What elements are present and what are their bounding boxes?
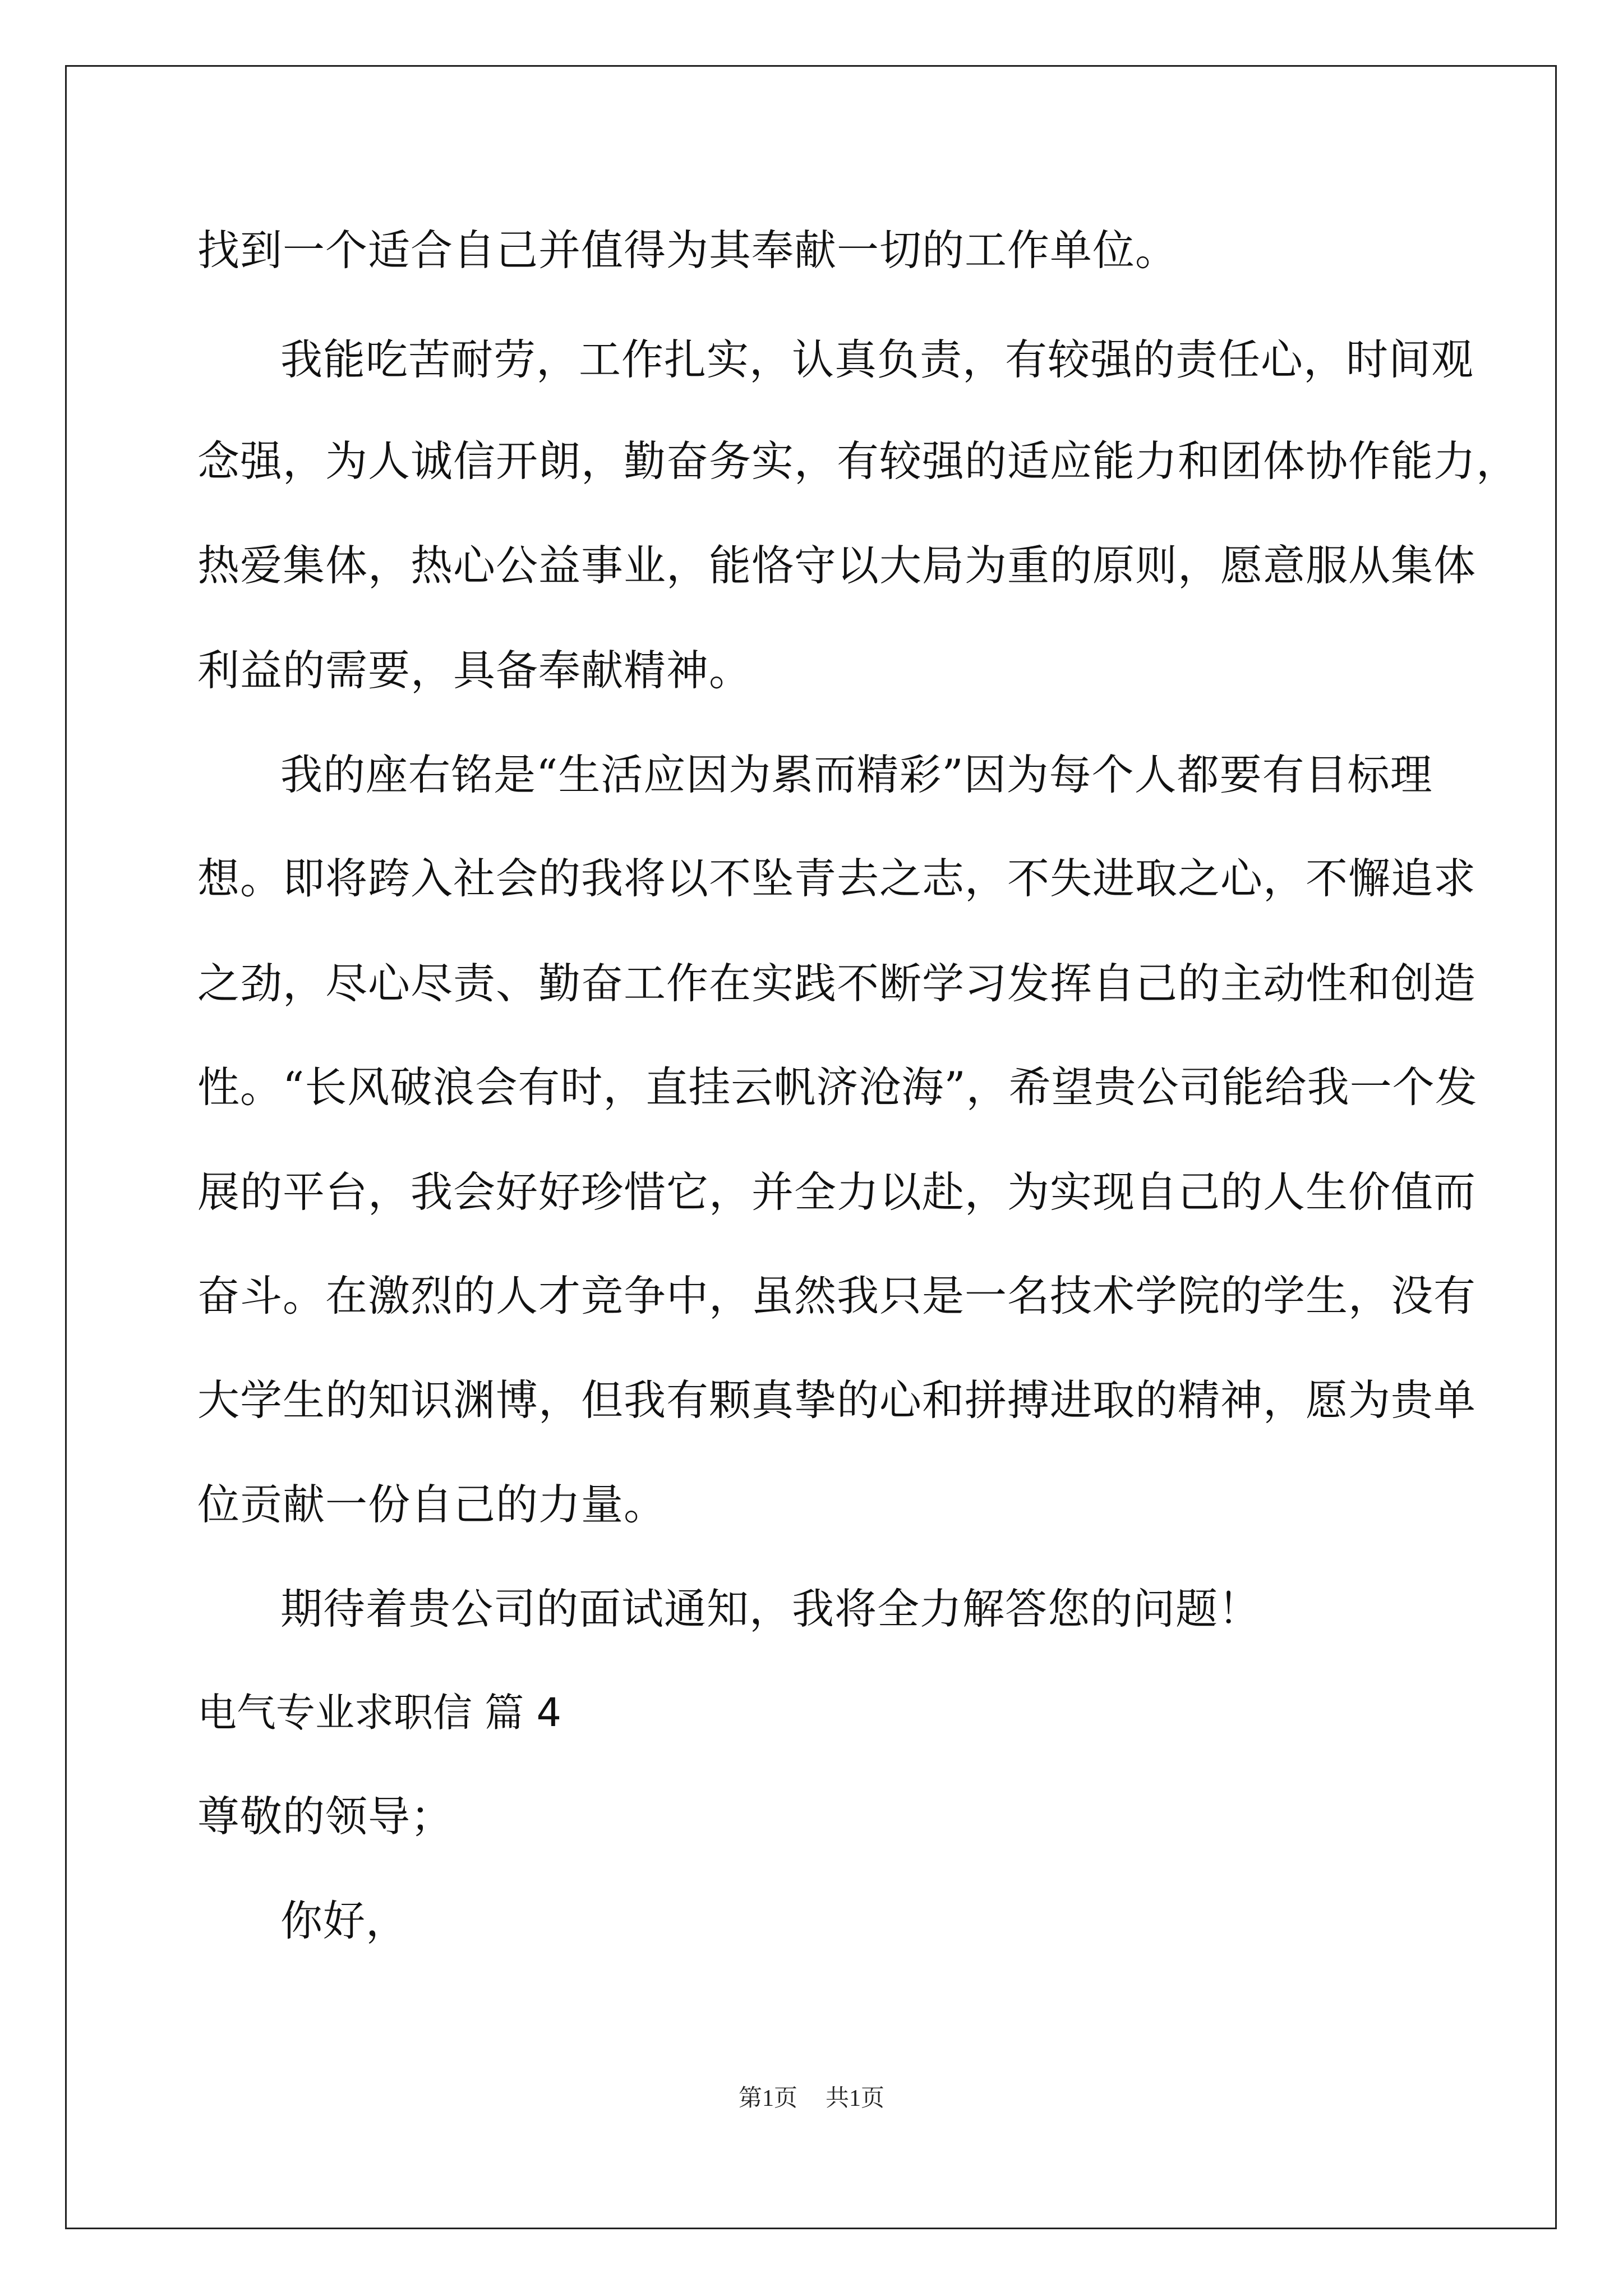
- paragraph-line: 之劲，尽心尽责、勤奋工作在实践不断学习发挥自己的主动性和创造: [197, 959, 1477, 1008]
- paragraph-line: 奋斗。在激烈的人才竞争中，虽然我只是一名技术学院的学生，没有: [197, 1271, 1477, 1320]
- page-footer: [0, 2085, 1623, 2113]
- greeting: 你好，: [280, 1896, 409, 1945]
- paragraph-line: 大学生的知识渊博，但我有颗真挚的心和拼搏进取的精神，愿为贵单: [197, 1375, 1477, 1425]
- paragraph-line: 我能吃苦耐劳，工作扎实，认真负责，有较强的责任心，时间观: [280, 335, 1474, 384]
- paragraph-line: 利益的需要，具备奉献精神。: [197, 646, 752, 695]
- paragraph-line: 找到一个适合自己并值得为其奉献一切的工作单位。: [197, 226, 1178, 275]
- paragraph-line: 展的平台，我会好好珍惜它，并全力以赴，为实现自己的人生价值而: [197, 1167, 1477, 1217]
- paragraph-line: 热爱集体，热心公益事业，能恪守以大局为重的原则，愿意服从集体: [197, 541, 1477, 590]
- page-total: 共1页: [826, 2086, 885, 2111]
- paragraph-line: 想。即将跨入社会的我将以不坠青去之志，不失进取之心，不懈追求: [197, 854, 1477, 903]
- page-number: 第1页: [738, 2086, 797, 2111]
- salutation: 尊敬的领导；: [197, 1792, 454, 1841]
- section-heading: 电气专业求职信 篇 4: [197, 1690, 562, 1736]
- paragraph-line: 期待着贵公司的面试通知，我将全力解答您的问题！: [280, 1584, 1261, 1634]
- paragraph-line: 念强，为人诚信开朗，勤奋务实，有较强的适应能力和团体协作能力，: [197, 436, 1519, 486]
- paragraph-line: 位贡献一份自己的力量。: [197, 1480, 667, 1529]
- paragraph-line: 我的座右铭是“生活应因为累而精彩”因为每个人都要有目标理: [280, 750, 1433, 799]
- paragraph-line: 性。“长风破浪会有时，直挂云帆济沧海”，希望贵公司能给我一个发: [197, 1062, 1478, 1112]
